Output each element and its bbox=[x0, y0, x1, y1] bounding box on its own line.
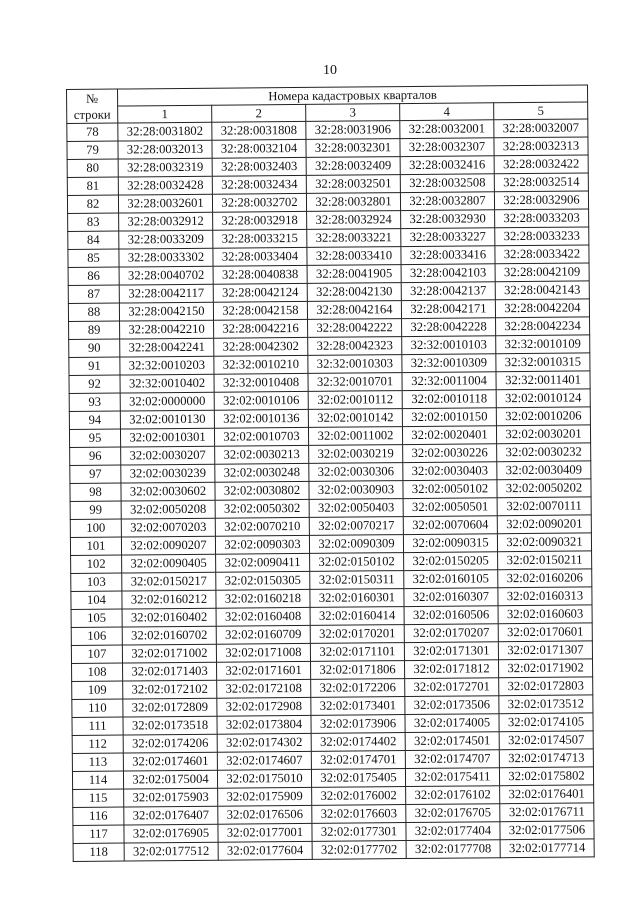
cadastral-number-cell: 32:28:0033209 bbox=[119, 230, 213, 249]
cadastral-number-cell: 32:02:0000000 bbox=[120, 392, 214, 411]
cadastral-number-cell: 32:02:0175909 bbox=[218, 787, 312, 806]
cadastral-number-cell: 32:28:0042143 bbox=[495, 281, 589, 300]
cadastral-number-cell: 32:02:0010112 bbox=[308, 391, 402, 410]
cadastral-number-cell: 32:02:0050202 bbox=[497, 479, 591, 498]
cadastral-number-cell: 32:02:0160709 bbox=[216, 625, 310, 644]
cadastral-number-cell: 32:02:0050102 bbox=[403, 480, 497, 499]
cadastral-number-cell: 32:28:0042171 bbox=[401, 300, 495, 319]
cadastral-number-cell: 32:02:0030213 bbox=[215, 445, 309, 464]
row-number-cell: 96 bbox=[70, 447, 121, 465]
cadastral-number-cell: 32:02:0176506 bbox=[218, 805, 312, 824]
row-number-cell: 95 bbox=[69, 429, 120, 447]
column-header: 5 bbox=[494, 102, 588, 120]
cadastral-number-cell: 32:02:0172908 bbox=[217, 697, 311, 716]
cadastral-number-cell: 32:02:0173401 bbox=[311, 697, 405, 716]
cadastral-number-cell: 32:02:0176002 bbox=[312, 787, 406, 806]
cadastral-number-cell: 32:32:0010408 bbox=[214, 373, 308, 392]
cadastral-number-cell: 32:28:0032501 bbox=[306, 175, 400, 194]
cadastral-number-cell: 32:02:0010130 bbox=[120, 410, 214, 429]
cadastral-number-cell: 32:28:0032428 bbox=[118, 176, 212, 195]
cadastral-number-cell: 32:28:0032801 bbox=[306, 193, 400, 212]
cadastral-number-cell: 32:28:0031802 bbox=[118, 122, 212, 141]
cadastral-number-cell: 32:28:0032422 bbox=[494, 155, 588, 174]
cadastral-number-cell: 32:02:0070111 bbox=[497, 497, 591, 516]
cadastral-number-cell: 32:02:0070210 bbox=[215, 517, 309, 536]
row-number-cell: 79 bbox=[67, 141, 118, 159]
cadastral-number-cell: 32:02:0150311 bbox=[310, 571, 404, 590]
cadastral-number-cell: 32:02:0030306 bbox=[309, 463, 403, 482]
page-number: 10 bbox=[323, 63, 337, 78]
row-number-cell: 110 bbox=[72, 699, 123, 717]
cadastral-number-cell: 32:28:0033410 bbox=[307, 247, 401, 266]
cadastral-number-cell: 32:02:0171403 bbox=[123, 662, 217, 681]
cadastral-number-cell: 32:02:0170201 bbox=[310, 625, 404, 644]
cadastral-number-cell: 32:02:0160603 bbox=[498, 605, 592, 624]
cadastral-number-cell: 32:28:0033404 bbox=[213, 247, 307, 266]
cadastral-number-cell: 32:02:0177604 bbox=[218, 841, 312, 860]
cadastral-quarters-table bbox=[66, 84, 595, 862]
cadastral-number-cell: 32:28:0042103 bbox=[401, 264, 495, 283]
cadastral-number-cell: 32:02:0172701 bbox=[405, 678, 499, 697]
cadastral-number-cell: 32:02:0150102 bbox=[310, 553, 404, 572]
cadastral-number-cell: 32:02:0174105 bbox=[499, 713, 593, 732]
cadastral-number-cell: 32:28:0042137 bbox=[401, 282, 495, 301]
cadastral-number-cell: 32:02:0030207 bbox=[121, 446, 215, 465]
row-number-cell: 108 bbox=[72, 663, 123, 681]
cadastral-number-cell: 32:32:0010210 bbox=[214, 355, 308, 374]
cadastral-number-cell: 32:02:0176603 bbox=[312, 805, 406, 824]
cadastral-number-cell: 32:02:0010136 bbox=[214, 409, 308, 428]
cadastral-number-cell: 32:28:0032924 bbox=[307, 211, 401, 230]
row-number-cell: 81 bbox=[67, 177, 118, 195]
cadastral-number-cell: 32:02:0173512 bbox=[499, 695, 593, 714]
cadastral-number-cell: 32:02:0176711 bbox=[500, 803, 594, 822]
cadastral-number-cell: 32:02:0160408 bbox=[216, 607, 310, 626]
cadastral-number-cell: 32:02:0050403 bbox=[309, 499, 403, 518]
cadastral-number-cell: 32:28:0042222 bbox=[308, 319, 402, 338]
row-number-cell: 98 bbox=[70, 483, 121, 501]
cadastral-number-cell: 32:02:0010150 bbox=[402, 408, 496, 427]
cadastral-number-cell: 32:02:0070604 bbox=[403, 516, 497, 535]
cadastral-number-cell: 32:32:0010203 bbox=[120, 356, 214, 375]
cadastral-number-cell: 32:02:0150217 bbox=[122, 572, 216, 591]
cadastral-number-cell: 32:02:0030226 bbox=[403, 444, 497, 463]
cadastral-number-cell: 32:28:0033215 bbox=[213, 229, 307, 248]
row-number-cell: 87 bbox=[68, 285, 119, 303]
cadastral-number-cell: 32:02:0174402 bbox=[311, 733, 405, 752]
cadastral-number-cell: 32:28:0032601 bbox=[118, 194, 212, 213]
cadastral-number-cell: 32:28:0032013 bbox=[118, 140, 212, 159]
row-number-cell: 107 bbox=[71, 645, 122, 663]
row-number-cell: 101 bbox=[70, 537, 121, 555]
cadastral-number-cell: 32:02:0174701 bbox=[311, 751, 405, 770]
cadastral-number-cell: 32:02:0020401 bbox=[402, 426, 496, 445]
cadastral-number-cell: 32:02:0177512 bbox=[124, 842, 218, 861]
cadastral-number-cell: 32:02:0150305 bbox=[216, 571, 310, 590]
cadastral-number-cell: 32:02:0175802 bbox=[499, 767, 593, 786]
table-body bbox=[67, 119, 594, 862]
cadastral-number-cell: 32:02:0030219 bbox=[309, 445, 403, 464]
cadastral-number-cell: 32:02:0090321 bbox=[497, 533, 591, 552]
cadastral-number-cell: 32:32:0010309 bbox=[402, 354, 496, 373]
cadastral-number-cell: 32:02:0174707 bbox=[405, 750, 499, 769]
cadastral-number-cell: 32:02:0176407 bbox=[124, 806, 218, 825]
cadastral-number-cell: 32:02:0171002 bbox=[122, 644, 216, 663]
cadastral-number-cell: 32:02:0176401 bbox=[500, 785, 594, 804]
row-number-cell: 85 bbox=[68, 249, 119, 267]
cadastral-number-cell: 32:28:0032403 bbox=[212, 157, 306, 176]
row-number-cell: 115 bbox=[73, 789, 124, 807]
row-number-cell: 91 bbox=[69, 357, 120, 375]
cadastral-number-cell: 32:28:0042117 bbox=[119, 284, 213, 303]
cadastral-number-cell: 32:28:0032001 bbox=[400, 120, 494, 139]
row-number-cell: 109 bbox=[72, 681, 123, 699]
cadastral-number-cell: 32:02:0177506 bbox=[500, 821, 594, 840]
cadastral-number-cell: 32:28:0033302 bbox=[119, 248, 213, 267]
cadastral-number-cell: 32:02:0171301 bbox=[404, 642, 498, 661]
cadastral-number-cell: 32:02:0174005 bbox=[405, 714, 499, 733]
row-number-header bbox=[67, 89, 118, 123]
cadastral-number-cell: 32:02:0175405 bbox=[311, 769, 405, 788]
row-number-cell: 83 bbox=[68, 213, 119, 231]
cadastral-number-cell: 32:28:0042216 bbox=[214, 319, 308, 338]
row-number-cell: 97 bbox=[70, 465, 121, 483]
cadastral-number-cell: 32:02:0160313 bbox=[498, 587, 592, 606]
cadastral-number-cell: 32:32:0011401 bbox=[496, 371, 590, 390]
row-number-cell: 92 bbox=[69, 375, 120, 393]
row-number-cell: 105 bbox=[71, 609, 122, 627]
cadastral-number-cell: 32:28:0033422 bbox=[495, 245, 589, 264]
cadastral-number-cell: 32:28:0031808 bbox=[212, 121, 306, 140]
row-number-header-bottom: строки bbox=[73, 107, 111, 122]
group-header: Номера кадастровых кварталов bbox=[118, 85, 588, 106]
cadastral-number-cell: 32:02:0175010 bbox=[217, 769, 311, 788]
cadastral-number-cell: 32:02:0171812 bbox=[405, 660, 499, 679]
row-number-cell: 100 bbox=[70, 519, 121, 537]
cadastral-number-cell: 32:28:0042228 bbox=[402, 318, 496, 337]
table-header bbox=[67, 85, 588, 124]
row-number-cell: 112 bbox=[72, 735, 123, 753]
cadastral-number-cell: 32:02:0090207 bbox=[121, 536, 215, 555]
cadastral-number-cell: 32:02:0175004 bbox=[123, 770, 217, 789]
cadastral-number-cell: 32:02:0010124 bbox=[496, 389, 590, 408]
cadastral-number-cell: 32:28:0032508 bbox=[400, 174, 494, 193]
cadastral-number-cell: 32:02:0160301 bbox=[310, 589, 404, 608]
cadastral-number-cell: 32:02:0030602 bbox=[121, 482, 215, 501]
column-header: 1 bbox=[118, 105, 212, 123]
cadastral-number-cell: 32:02:0030403 bbox=[403, 462, 497, 481]
cadastral-number-cell: 32:32:0010109 bbox=[496, 335, 590, 354]
cadastral-number-cell: 32:02:0174302 bbox=[217, 733, 311, 752]
row-number-cell: 104 bbox=[71, 591, 122, 609]
cadastral-number-cell: 32:02:0160702 bbox=[122, 626, 216, 645]
cadastral-number-cell: 32:02:0172206 bbox=[311, 679, 405, 698]
cadastral-number-cell: 32:02:0160506 bbox=[404, 606, 498, 625]
row-number-cell: 90 bbox=[69, 339, 120, 357]
cadastral-number-cell: 32:02:0160414 bbox=[310, 607, 404, 626]
row-number-cell: 99 bbox=[70, 501, 121, 519]
cadastral-number-cell: 32:02:0050501 bbox=[403, 498, 497, 517]
column-header: 3 bbox=[306, 104, 400, 122]
cadastral-number-cell: 32:28:0032906 bbox=[494, 191, 588, 210]
cadastral-number-cell: 32:02:0174507 bbox=[499, 731, 593, 750]
row-number-cell: 80 bbox=[67, 159, 118, 177]
cadastral-number-cell: 32:28:0032307 bbox=[400, 138, 494, 157]
cadastral-number-cell: 32:02:0010206 bbox=[496, 407, 590, 426]
cadastral-number-cell: 32:28:0042234 bbox=[496, 317, 590, 336]
cadastral-number-cell: 32:32:0010701 bbox=[308, 373, 402, 392]
cadastral-number-cell: 32:32:0010303 bbox=[308, 355, 402, 374]
cadastral-number-cell: 32:02:0177001 bbox=[218, 823, 312, 842]
cadastral-number-cell: 32:02:0171307 bbox=[498, 641, 592, 660]
cadastral-number-cell: 32:02:0177301 bbox=[312, 823, 406, 842]
column-header: 4 bbox=[400, 103, 494, 121]
cadastral-number-cell: 32:02:0174607 bbox=[217, 751, 311, 770]
cadastral-number-cell: 32:28:0032104 bbox=[212, 139, 306, 158]
row-number-cell: 103 bbox=[71, 573, 122, 591]
table-row bbox=[73, 839, 594, 862]
cadastral-number-cell: 32:02:0176905 bbox=[124, 824, 218, 843]
cadastral-number-cell: 32:02:0173906 bbox=[311, 715, 405, 734]
cadastral-number-cell: 32:02:0010118 bbox=[402, 390, 496, 409]
cadastral-number-cell: 32:02:0011002 bbox=[308, 427, 402, 446]
cadastral-number-cell: 32:32:0010103 bbox=[402, 336, 496, 355]
cadastral-number-cell: 32:28:0033227 bbox=[401, 228, 495, 247]
cadastral-number-cell: 32:28:0032301 bbox=[306, 139, 400, 158]
cadastral-number-cell: 32:02:0010301 bbox=[120, 428, 214, 447]
cadastral-number-cell: 32:02:0172108 bbox=[217, 679, 311, 698]
cadastral-number-cell: 32:02:0160105 bbox=[404, 570, 498, 589]
cadastral-number-cell: 32:28:0032514 bbox=[494, 173, 588, 192]
cadastral-number-cell: 32:02:0172803 bbox=[499, 677, 593, 696]
cadastral-number-cell: 32:02:0160402 bbox=[122, 608, 216, 627]
cadastral-number-cell: 32:02:0177702 bbox=[312, 841, 406, 860]
cadastral-number-cell: 32:02:0174501 bbox=[405, 732, 499, 751]
cadastral-number-cell: 32:28:0041905 bbox=[307, 265, 401, 284]
cadastral-number-cell: 32:02:0070203 bbox=[121, 518, 215, 537]
cadastral-number-cell: 32:02:0090303 bbox=[215, 535, 309, 554]
cadastral-number-cell: 32:28:0032434 bbox=[212, 175, 306, 194]
cadastral-number-cell: 32:02:0176102 bbox=[406, 786, 500, 805]
cadastral-number-cell: 32:02:0010703 bbox=[214, 427, 308, 446]
row-number-cell: 88 bbox=[68, 303, 119, 321]
cadastral-number-cell: 32:28:0033221 bbox=[307, 229, 401, 248]
cadastral-number-cell: 32:02:0090315 bbox=[403, 534, 497, 553]
cadastral-number-cell: 32:28:0042164 bbox=[307, 301, 401, 320]
cadastral-number-cell: 32:02:0030903 bbox=[309, 481, 403, 500]
cadastral-number-cell: 32:02:0170601 bbox=[498, 623, 592, 642]
cadastral-number-cell: 32:02:0030409 bbox=[497, 461, 591, 480]
cadastral-number-cell: 32:02:0030802 bbox=[215, 481, 309, 500]
cadastral-number-cell: 32:02:0171902 bbox=[498, 659, 592, 678]
cadastral-number-cell: 32:02:0010106 bbox=[214, 391, 308, 410]
cadastral-number-cell: 32:02:0173804 bbox=[217, 715, 311, 734]
cadastral-number-cell: 32:32:0010402 bbox=[120, 374, 214, 393]
cadastral-number-cell: 32:28:0032313 bbox=[494, 137, 588, 156]
cadastral-number-cell: 32:02:0176705 bbox=[406, 804, 500, 823]
cadastral-number-cell: 32:28:0033203 bbox=[495, 209, 589, 228]
cadastral-number-cell: 32:02:0171806 bbox=[311, 661, 405, 680]
cadastral-number-cell: 32:28:0042323 bbox=[308, 337, 402, 356]
cadastral-number-cell: 32:02:0171101 bbox=[310, 643, 404, 662]
cadastral-number-cell: 32:28:0040702 bbox=[119, 266, 213, 285]
row-number-cell: 118 bbox=[73, 843, 124, 861]
row-number-cell: 82 bbox=[67, 195, 118, 213]
row-number-cell: 93 bbox=[69, 393, 120, 411]
row-number-cell: 117 bbox=[73, 825, 124, 843]
row-number-cell: 111 bbox=[72, 717, 123, 735]
cadastral-number-cell: 32:02:0177714 bbox=[500, 839, 594, 858]
cadastral-number-cell: 32:28:0042210 bbox=[120, 320, 214, 339]
cadastral-number-cell: 32:02:0030248 bbox=[215, 463, 309, 482]
cadastral-number-cell: 32:28:0042302 bbox=[214, 337, 308, 356]
cadastral-number-cell: 32:28:0032930 bbox=[401, 210, 495, 229]
cadastral-number-cell: 32:28:0032409 bbox=[306, 157, 400, 176]
row-number-cell: 89 bbox=[69, 321, 120, 339]
cadastral-number-cell: 32:02:0090411 bbox=[216, 553, 310, 572]
cadastral-number-cell: 32:28:0042130 bbox=[307, 283, 401, 302]
cadastral-number-cell: 32:28:0032702 bbox=[212, 193, 306, 212]
cadastral-number-cell: 32:28:0042241 bbox=[120, 338, 214, 357]
row-number-header-top: № bbox=[86, 91, 99, 106]
cadastral-number-cell: 32:02:0150211 bbox=[498, 551, 592, 570]
cadastral-number-cell: 32:02:0170207 bbox=[404, 624, 498, 643]
cadastral-number-cell: 32:28:0032007 bbox=[494, 119, 588, 138]
cadastral-number-cell: 32:02:0150205 bbox=[404, 552, 498, 571]
row-number-cell: 94 bbox=[69, 411, 120, 429]
cadastral-number-cell: 32:02:0175411 bbox=[405, 768, 499, 787]
cadastral-number-cell: 32:02:0090309 bbox=[309, 535, 403, 554]
cadastral-number-cell: 32:28:0032807 bbox=[400, 192, 494, 211]
row-number-cell: 86 bbox=[68, 267, 119, 285]
row-number-cell: 102 bbox=[71, 555, 122, 573]
cadastral-number-cell: 32:02:0160212 bbox=[122, 590, 216, 609]
cadastral-number-cell: 32:02:0173518 bbox=[123, 716, 217, 735]
cadastral-number-cell: 32:02:0160218 bbox=[216, 589, 310, 608]
cadastral-number-cell: 32:02:0160206 bbox=[498, 569, 592, 588]
cadastral-number-cell: 32:28:0032918 bbox=[213, 211, 307, 230]
row-number-cell: 84 bbox=[68, 231, 119, 249]
cadastral-number-cell: 32:02:0160307 bbox=[404, 588, 498, 607]
cadastral-number-cell: 32:32:0011004 bbox=[402, 372, 496, 391]
cadastral-number-cell: 32:02:0177404 bbox=[406, 822, 500, 841]
row-number-cell: 113 bbox=[72, 753, 123, 771]
cadastral-number-cell: 32:02:0172809 bbox=[123, 698, 217, 717]
cadastral-number-cell: 32:32:0010315 bbox=[496, 353, 590, 372]
cadastral-number-cell: 32:28:0042150 bbox=[119, 302, 213, 321]
cadastral-number-cell: 32:02:0030239 bbox=[121, 464, 215, 483]
cadastral-number-cell: 32:02:0174601 bbox=[123, 752, 217, 771]
cadastral-number-cell: 32:02:0174713 bbox=[499, 749, 593, 768]
cadastral-number-cell: 32:28:0032912 bbox=[119, 212, 213, 231]
cadastral-number-cell: 32:02:0171601 bbox=[217, 661, 311, 680]
cadastral-number-cell: 32:28:0031906 bbox=[306, 121, 400, 140]
cadastral-number-cell: 32:02:0050302 bbox=[215, 499, 309, 518]
row-number-cell: 116 bbox=[73, 807, 124, 825]
cadastral-number-cell: 32:28:0040838 bbox=[213, 265, 307, 284]
cadastral-number-cell: 32:02:0070217 bbox=[309, 517, 403, 536]
cadastral-number-cell: 32:02:0010142 bbox=[308, 409, 402, 428]
cadastral-number-cell: 32:28:0033233 bbox=[495, 227, 589, 246]
cadastral-number-cell: 32:02:0172102 bbox=[123, 680, 217, 699]
cadastral-number-cell: 32:02:0173506 bbox=[405, 696, 499, 715]
cadastral-number-cell: 32:28:0033416 bbox=[401, 246, 495, 265]
row-number-cell: 114 bbox=[72, 771, 123, 789]
cadastral-number-cell: 32:02:0030232 bbox=[497, 443, 591, 462]
cadastral-number-cell: 32:02:0090405 bbox=[122, 554, 216, 573]
cadastral-number-cell: 32:02:0175903 bbox=[124, 788, 218, 807]
cadastral-number-cell: 32:02:0090201 bbox=[497, 515, 591, 534]
cadastral-number-cell: 32:02:0171008 bbox=[216, 643, 310, 662]
column-header: 2 bbox=[212, 104, 306, 122]
cadastral-number-cell: 32:02:0177708 bbox=[406, 840, 500, 859]
cadastral-number-cell: 32:02:0174206 bbox=[123, 734, 217, 753]
row-number-cell: 78 bbox=[67, 123, 118, 141]
cadastral-number-cell: 32:28:0042124 bbox=[213, 283, 307, 302]
cadastral-number-cell: 32:02:0050208 bbox=[121, 500, 215, 519]
cadastral-number-cell: 32:28:0042204 bbox=[495, 299, 589, 318]
cadastral-number-cell: 32:28:0042158 bbox=[213, 301, 307, 320]
row-number-cell: 106 bbox=[71, 627, 122, 645]
cadastral-number-cell: 32:02:0030201 bbox=[496, 425, 590, 444]
cadastral-number-cell: 32:28:0032416 bbox=[400, 156, 494, 175]
cadastral-number-cell: 32:28:0032319 bbox=[118, 158, 212, 177]
cadastral-number-cell: 32:28:0042109 bbox=[495, 263, 589, 282]
